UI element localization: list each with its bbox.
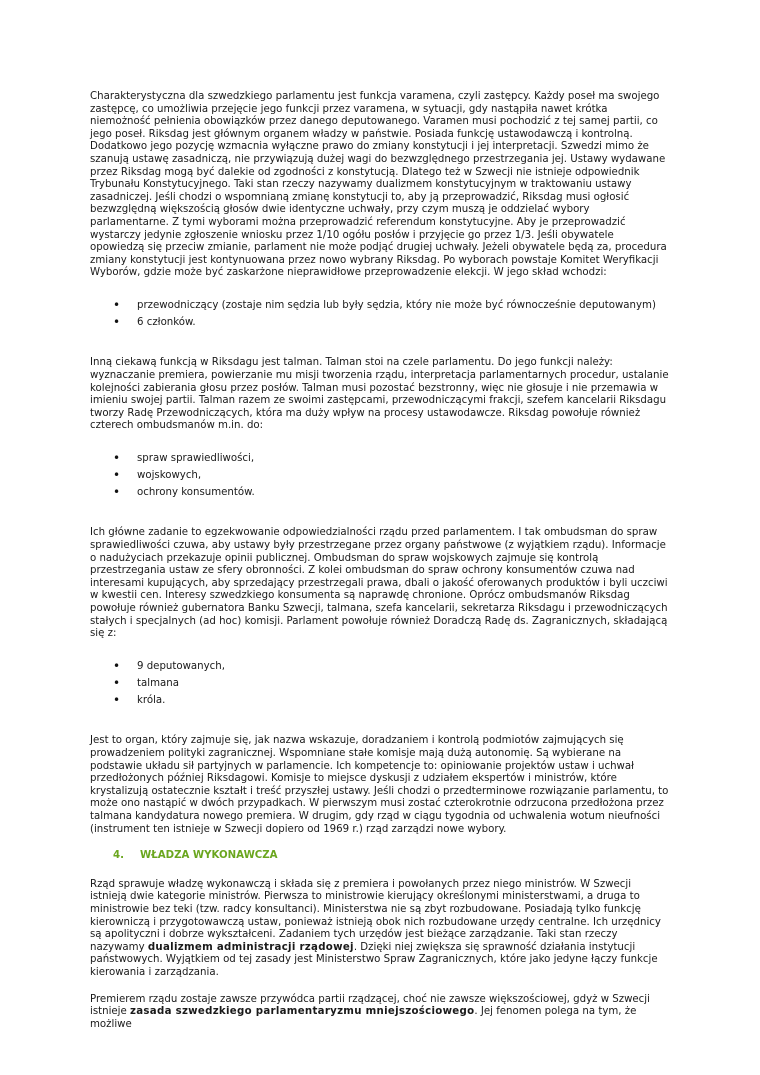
list-item: • wojskowych, (90, 467, 670, 484)
ombudsman-list (90, 450, 670, 502)
paragraph-varamen-riksdag: Charakterystyczna dla szwedzkiego parlamentu jest funkcja varamena, czyli zastępcy. Każdy poseł ma swojego zastępcę, co umożliwia przejęcie jego funkcji przez varamena, w sytuacji, gdy nastąpiła nawet krótka niemożność pełnienia obowiązków przez danego deputowanego. Varamen musi pochodzić z tej samej partii, co jego poseł. Riksdag jest głównym organem władzy w państwie. Posiada funkcję ustawodawczą i kontrolną. Dodatkowo jego pozycję wzmacnia wyłączne prawo do zmiany konstytucji i jej interpretacji. Szwedzi mimo że szanują ustawę zasadniczą, nie przywiązują dużej wagi do bezwzględnego przestrzegania jej. Ustawy wydawane przez Riksdag mogą być dalekie od zgodności z konstytucją. Dlatego też w Szwecji nie istnieje odpowiednik Trybunału Konstytucyjnego. Taki stan rzeczy nazywamy dualizmem konstytucyjnym w traktowaniu ustawy zasadniczej. Jeśli chodzi o wspomnianą zmianę konstytucji to, aby ją przeprowadzić, Riksdag musi ogłosić bezwzględną większością głosów dwie identyczne uchwały, przy czym muszą je oddzielać wybory parlamentarne. Z tymi wyborami można przeprowadzić referendum konstytucyjne. Aby je przeprowadzić wystarczy jedynie zgłoszenie wniosku przez 1/10 ogółu posłów i przyjęcie go przez 1/3. Jeśli obywatele opowiedzą się przeciw zmianie, parlament nie może podjąć drugiej uchwały. Jeżeli obywatele będą za, procedura zmiany konstytucji jest kontynuowana przez nowo wybrany Riksdag. Po wyborach powstaje Komitet Weryfikacji Wyborów, gdzie może być zaskarżone nieprawidłowe przeprowadzenie elekcji. W jego skład wchodzi: (90, 91, 667, 279)
paragraph-government: Rząd sprawuje władzę wykonawczą i składa się z premiera i powołanych przez niego ministrów. W Szwecji istnieją dwie kategorie ministrów. Pierwsza to ministrowie kierujący określonymi ministerstwami, a druga to ministrowie bez teki (tzw. radcy konsultanci). Ministerstwa nie są zbyt rozbudowane. Posiadają tylko funkcję kierowniczą i przygotowawczą ustaw, ponieważ istnieją obok nich rozbudowane urzędy centralne. Ich urzędnicy są apolityczni i dobrze wykształceni. Zadaniem tych urzędów jest bieżące zarządzanie. Taki stan rzeczy nazywamy dualizmem administracji rządowej. Dzięki niej zwiększa się sprawność działania instytucji państwowych. Wyjątkiem od tej zasady jest Ministerstwo Spraw Zagranicznych, które jako jedyne łączy funkcje kierowania i zarządzania. (90, 878, 661, 978)
section-title: WŁADZA WYKONAWCZA (139, 850, 278, 862)
list-item: • ochrony konsumentów. (90, 484, 670, 501)
paragraph-ombudsman-tasks: Ich główne zadanie to egzekwowanie odpowiedzialności rządu przed parlamentem. I tak ombudsman do spraw sprawiedliwości czuwa, aby ustawy były przestrzegane przez organy państwowe (z wyjątkiem rządu). Informacje o nadużyciach przekazuje opinii publicznej. Ombudsman do spraw wojskowych zajmuje się kontrolą przestrzegania ustaw ze sfery obronności. Z kolei ombudsman do spraw ochrony konsumentów czuwa nad interesami kupujących, aby sprzedający przestrzegali prawa, dbali o jakość oferowanych produktów i byli uczciwi w kwestii cen. Interesy szwedzkiego konsumenta są naprawdę chronione. Oprócz ombudsmanów Riksdag powołuje również gubernatora Banku Szwecji, talmana, szefa kancelarii, sekretarza Riksdagu i przewodniczących stałych i specjalnych (ad hoc) komisji. Parlament powołuje również Doradczą Radę ds. Zagranicznych, składającą się z: (90, 527, 668, 640)
paragraph-talman: Inną ciekawą funkcją w Riksdagu jest talman. Talman stoi na czele parlamentu. Do jego funkcji należy: wyznaczanie premiera, powierzanie mu misji tworzenia rządu, interpretacja parlamentarnych procedur, ustalanie kolejności zabierania głosu przez posłów. Talman musi pozostać bezstronny, więc nie głosuje i nie przemawia w imieniu swojej partii. Talman razem ze swoimi zastępcami, przewodniczącymi frakcji, szefem kancelarii Riksdagu tworzy Radę Przewodniczących, która ma duży wpływ na procesy ustawodawcze. Riksdag powołuje również czterech ombudsmanów m.in. do: (90, 357, 669, 432)
list-item: • króla. (90, 692, 670, 709)
paragraph-prime-minister: Premierem rządu zostaje zawsze przywódca partii rządzącej, choć nie zawsze większościowej, gdyż w Szwecji istnieje zasada szwedzkiego parlamentaryzmu mniejszościowego. Jej fenomen polega na tym, że możliwe (90, 993, 650, 1030)
section-number: 4. (113, 850, 124, 862)
list-item: • spraw sprawiedliwości, (90, 450, 670, 467)
document-page (90, 91, 670, 1031)
list-item: • 6 członków. (90, 314, 670, 331)
list-item: • talmana (90, 675, 670, 692)
bold-term: zasada szwedzkiego parlamentaryzmu mniejszościowego (130, 1006, 475, 1018)
list-item: • 9 deputowanych, (90, 658, 670, 675)
section-heading (90, 850, 670, 863)
list-item: • przewodniczący (zostaje nim sędzia lub były sędzia, który nie może być równocześnie deputowanym) (90, 297, 670, 314)
committee-members-list (90, 297, 670, 331)
advisory-council-list (90, 658, 670, 710)
bold-term: dualizmem administracji rządowej (147, 941, 354, 953)
paragraph-advisory-council: Jest to organ, który zajmuje się, jak nazwa wskazuje, doradzaniem i kontrolą podmiotów zajmujących się prowadzeniem polityki zagranicznej. Wspomniane stałe komisje mają dużą autonomię. Są wybierane na podstawie układu sił partyjnych w parlamencie. Ich kompetencje to: opiniowanie projektów ustaw i uchwał przedłożonych później Riksdagowi. Komisje to miejsce dyskusji z udziałem ekspertów i ministrów, które krystalizują ostatecznie kształt i treść przyszłej ustawy. Jeśli chodzi o przedterminowe rozwiązanie parlamentu, to może ono nastąpić w dwóch przypadkach. W pierwszym musi zostać czterokrotnie odrzucona przedłożona przez talmana kandydatura nowego premiera. W drugim, gdy rząd w ciągu tygodnia od uchwalenia wotum nieufności (instrument ten istnieje w Szwecji dopiero od 1969 r.) rząd zarządzi nowe wybory. (90, 735, 669, 835)
